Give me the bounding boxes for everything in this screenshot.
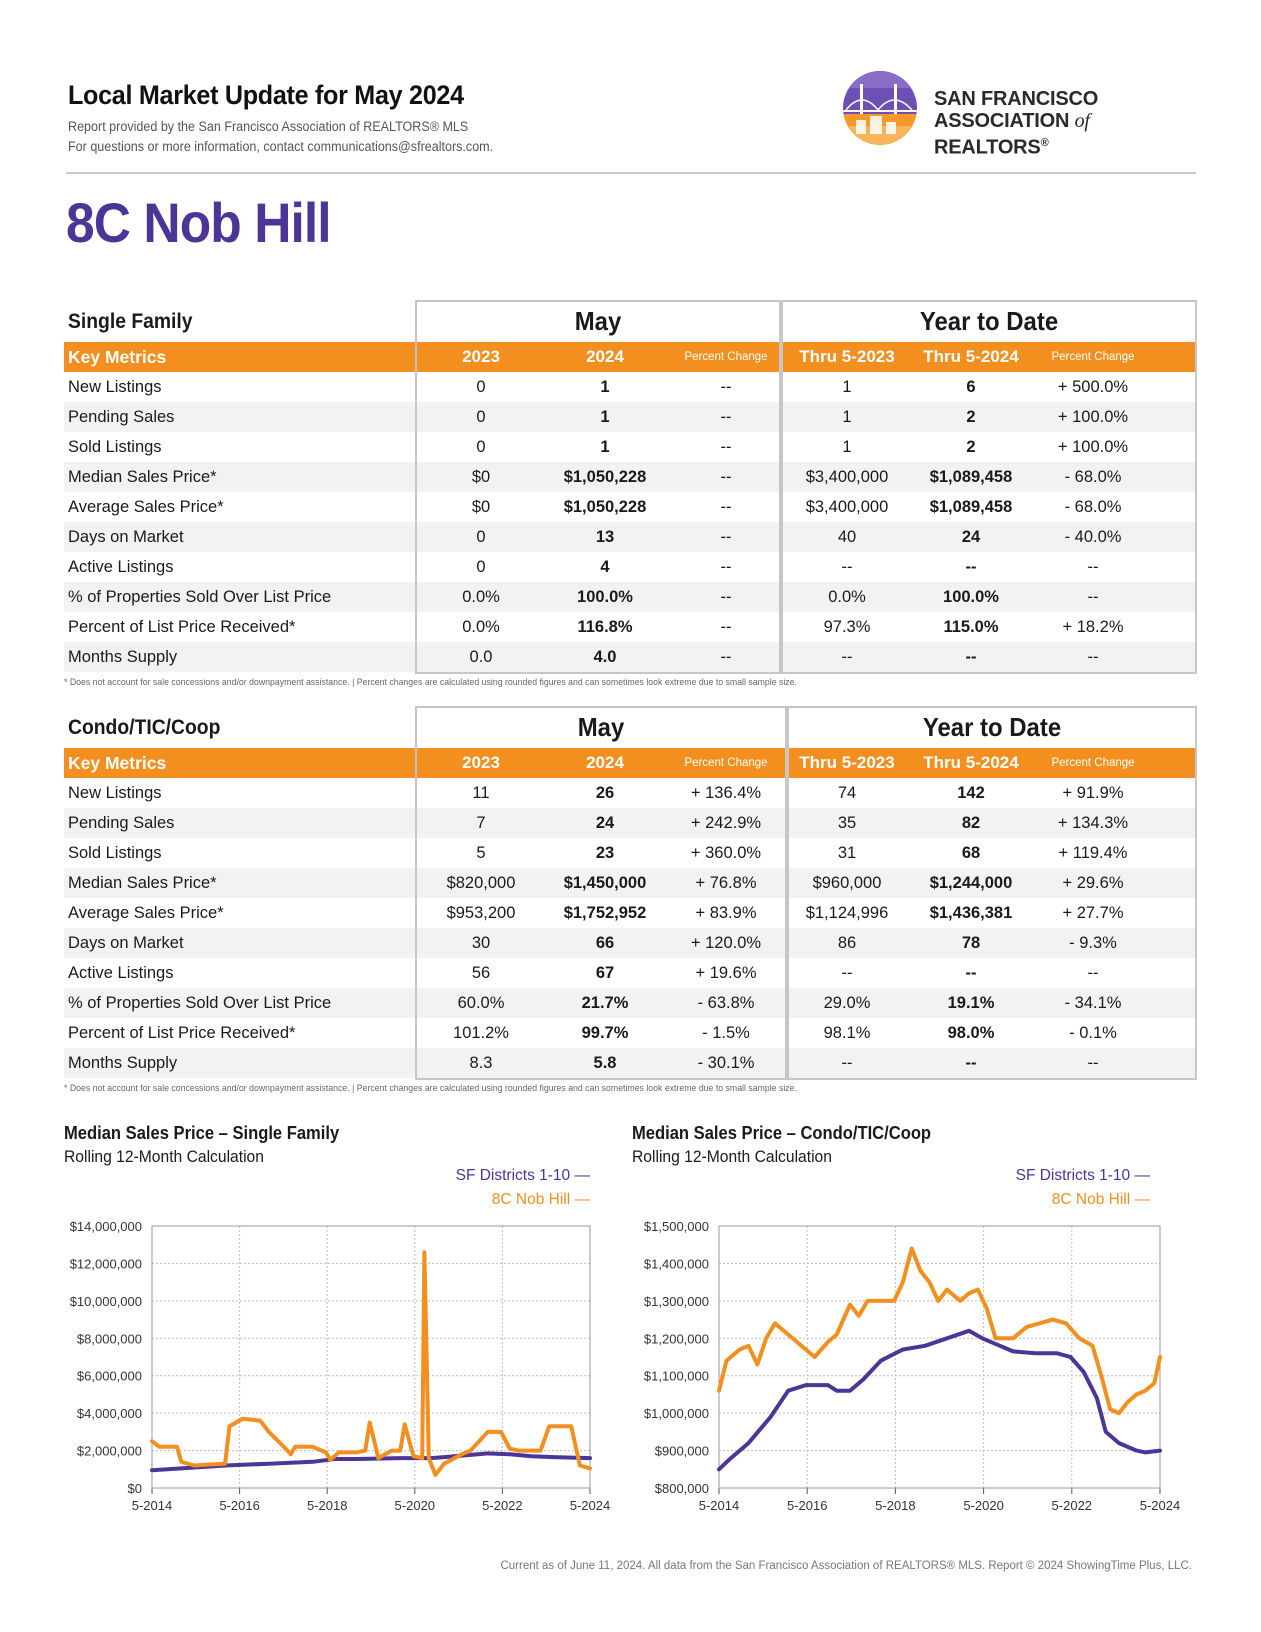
- legend-entry-sf-districts: SF Districts 1-10 —: [1015, 1167, 1150, 1184]
- x-tick-label: 5-2016: [219, 1498, 260, 1510]
- metric-value: $953,200: [446, 903, 516, 922]
- chart-single-family: [64, 1123, 363, 1167]
- metric-value: 24: [595, 813, 615, 832]
- metric-value: 1: [600, 437, 610, 456]
- metric-value: $1,244,000: [929, 873, 1013, 892]
- column-header: Thru 5-2023: [799, 347, 895, 366]
- metric-name: Percent of List Price Received*: [68, 617, 296, 636]
- metric-value: + 119.4%: [1058, 843, 1128, 862]
- column-header: Percent Change: [1051, 757, 1135, 769]
- column-header: 2023: [462, 753, 500, 772]
- x-tick-label: 5-2022: [1051, 1498, 1093, 1510]
- y-tick-label: $4,000,000: [76, 1406, 142, 1422]
- metric-value: 100.0%: [577, 587, 633, 606]
- metric-value: - 40.0%: [1064, 527, 1122, 546]
- metric-value: - 68.0%: [1064, 497, 1122, 516]
- metric-value: + 83.9%: [695, 903, 757, 922]
- y-tick-label: $2,000,000: [76, 1443, 142, 1459]
- column-header: Key Metrics: [68, 346, 167, 367]
- metric-value: 0.0%: [462, 617, 500, 636]
- metric-value: 23: [595, 843, 615, 862]
- series-line-sf-districts: [152, 1453, 590, 1470]
- metric-value: 100.0%: [943, 587, 999, 606]
- metric-name: Sold Listings: [68, 843, 162, 862]
- chart-subtitle: Rolling 12-Month Calculation: [632, 1147, 832, 1166]
- metric-value: 5: [476, 843, 486, 862]
- may-group-box: [415, 300, 781, 674]
- metric-value: --: [965, 557, 977, 576]
- report-title: Local Market Update for May 2024: [68, 80, 464, 110]
- metric-value: + 100.0%: [1057, 407, 1129, 426]
- metric-value: 4: [600, 557, 610, 576]
- metric-value: + 136.4%: [690, 783, 762, 802]
- y-tick-label: $1,500,000: [643, 1219, 709, 1234]
- chart-condo-plot: [620, 1210, 1260, 1510]
- metric-value: 98.0%: [947, 1023, 995, 1042]
- metric-value: 1: [842, 437, 852, 456]
- metric-name: Pending Sales: [68, 407, 175, 426]
- metric-value: $820,000: [446, 873, 516, 892]
- metric-value: + 360.0%: [690, 843, 762, 862]
- legend-entry-sf-districts: SF Districts 1-10 —: [455, 1167, 590, 1184]
- metric-value: --: [1087, 587, 1099, 606]
- metric-value: --: [1087, 647, 1099, 666]
- column-header: 2024: [586, 347, 624, 366]
- metric-value: 78: [961, 933, 981, 952]
- metric-value: 5.8: [593, 1053, 617, 1072]
- metric-value: 40: [837, 527, 857, 546]
- metric-value: + 19.6%: [695, 963, 757, 982]
- metric-value: 0.0%: [462, 587, 500, 606]
- metric-value: --: [720, 497, 732, 516]
- metric-value: --: [841, 557, 853, 576]
- metric-value: --: [720, 407, 732, 426]
- metric-value: $1,124,996: [805, 903, 889, 922]
- metric-name: Days on Market: [68, 933, 184, 952]
- metric-value: + 27.7%: [1062, 903, 1124, 922]
- y-tick-label: $1,200,000: [643, 1331, 709, 1347]
- chart-subtitle: Rolling 12-Month Calculation: [64, 1147, 264, 1166]
- metric-value: 97.3%: [823, 617, 871, 636]
- metric-value: 8.3: [469, 1053, 493, 1072]
- sf-realtors-logo: [838, 70, 1198, 159]
- legend-entry-nob-hill: 8C Nob Hill —: [1051, 1191, 1150, 1208]
- x-tick-label: 5-2022: [482, 1498, 523, 1510]
- y-tick-label: $1,400,000: [643, 1256, 709, 1272]
- single-family-footnote: * Does not account for sale concessions and/or downpayment assistance. | Percent changes are calculated using rounded figures and can sometimes look extreme due to small sample size.: [64, 677, 797, 688]
- metric-value: 7: [476, 813, 486, 832]
- metric-value: 0.0: [469, 647, 493, 666]
- metric-value: + 29.6%: [1062, 873, 1124, 892]
- metric-value: + 100.0%: [1057, 437, 1129, 456]
- metric-value: - 30.1%: [697, 1053, 755, 1072]
- legend-condo: [940, 1164, 1150, 1212]
- column-header: Percent Change: [684, 351, 768, 363]
- metric-name: New Listings: [68, 377, 162, 396]
- metric-value: + 76.8%: [695, 873, 757, 892]
- report-contact-line: For questions or more information, contact communications@sfrealtors.com.: [68, 139, 494, 154]
- metric-value: - 63.8%: [697, 993, 755, 1012]
- may-group-title: May: [577, 712, 625, 742]
- metric-value: + 134.3%: [1057, 813, 1129, 832]
- metric-value: $1,450,000: [563, 873, 647, 892]
- property-type-label: Single Family: [68, 310, 193, 333]
- metric-value: 68: [961, 843, 981, 862]
- metric-value: 24: [961, 527, 981, 546]
- metric-value: + 91.9%: [1062, 783, 1124, 802]
- metric-value: 60.0%: [457, 993, 505, 1012]
- metric-value: 13: [595, 527, 615, 546]
- x-tick-label: 5-2018: [306, 1498, 348, 1510]
- property-type-label: Condo/TIC/Coop: [68, 716, 221, 739]
- metric-value: 26: [595, 783, 615, 802]
- metric-value: 4.0: [593, 647, 617, 666]
- y-tick-label: $1,300,000: [643, 1293, 709, 1309]
- metric-value: - 68.0%: [1064, 467, 1122, 486]
- y-tick-label: $1,100,000: [643, 1368, 709, 1384]
- metric-value: --: [841, 963, 853, 982]
- column-header: Percent Change: [684, 757, 768, 769]
- metric-name: Sold Listings: [68, 437, 162, 456]
- may-group-title: May: [574, 306, 622, 336]
- metric-value: 86: [837, 933, 857, 952]
- y-tick-label: $6,000,000: [76, 1368, 142, 1384]
- ytd-group-box: [781, 300, 1197, 674]
- metric-value: 0: [476, 557, 486, 576]
- y-tick-label: $0: [127, 1481, 142, 1496]
- metric-value: 99.7%: [581, 1023, 629, 1042]
- logo-line-2: ASSOCIATION of REALTORS®: [934, 110, 1090, 159]
- legend-entry-nob-hill: 8C Nob Hill —: [491, 1191, 590, 1208]
- chart-single-family-plot: [0, 1210, 620, 1510]
- column-header: 2024: [586, 753, 624, 772]
- metric-value: 67: [595, 963, 615, 982]
- metric-value: $1,050,228: [563, 467, 647, 486]
- metric-value: --: [1087, 1053, 1099, 1072]
- metric-name: % of Properties Sold Over List Price: [68, 993, 332, 1012]
- y-tick-label: $10,000,000: [69, 1293, 142, 1309]
- metric-value: 1: [842, 377, 852, 396]
- chart-title: Median Sales Price – Single Family: [64, 1123, 340, 1143]
- y-tick-label: $800,000: [654, 1481, 709, 1496]
- metric-value: --: [965, 647, 977, 666]
- metric-value: 21.7%: [581, 993, 629, 1012]
- metric-value: --: [1087, 557, 1099, 576]
- x-tick-label: 5-2020: [394, 1498, 436, 1510]
- metric-value: + 120.0%: [690, 933, 762, 952]
- x-tick-label: 5-2016: [786, 1498, 828, 1510]
- logo-wordmark: [934, 88, 1198, 159]
- metric-value: $1,089,458: [929, 497, 1013, 516]
- ytd-group-title: Year to Date: [919, 306, 1059, 336]
- metric-value: $1,050,228: [563, 497, 647, 516]
- y-tick-label: $8,000,000: [76, 1331, 142, 1347]
- metric-value: --: [720, 587, 732, 606]
- metric-value: 66: [595, 933, 615, 952]
- column-header: Thru 5-2023: [799, 753, 895, 772]
- metric-value: 0.0%: [828, 587, 866, 606]
- metric-value: - 34.1%: [1064, 993, 1122, 1012]
- metric-value: 2: [966, 437, 976, 456]
- metric-name: Active Listings: [68, 963, 174, 982]
- metric-value: 29.0%: [823, 993, 871, 1012]
- metric-value: --: [1087, 963, 1099, 982]
- series-line-nob-hill: [152, 1252, 590, 1475]
- metric-value: 2: [966, 407, 976, 426]
- condo-footnote: * Does not account for sale concessions and/or downpayment assistance. | Percent changes are calculated using rounded figures and can sometimes look extreme due to small sample size.: [64, 1083, 797, 1094]
- y-tick-label: $14,000,000: [69, 1219, 142, 1234]
- may-group-box: [415, 706, 787, 1080]
- metric-value: - 9.3%: [1069, 933, 1117, 952]
- metric-name: Average Sales Price*: [68, 497, 224, 516]
- y-tick-label: $900,000: [654, 1443, 709, 1459]
- metric-value: $3,400,000: [805, 467, 889, 486]
- metric-name: Average Sales Price*: [68, 903, 224, 922]
- y-tick-label: $1,000,000: [643, 1406, 709, 1422]
- ytd-group-title: Year to Date: [922, 712, 1062, 742]
- metric-value: 0: [476, 377, 486, 396]
- metric-value: 35: [837, 813, 857, 832]
- metric-value: 74: [837, 783, 857, 802]
- metric-value: 30: [471, 933, 491, 952]
- metric-name: Percent of List Price Received*: [68, 1023, 296, 1042]
- column-header: Thru 5-2024: [923, 753, 1019, 772]
- metric-value: 6: [966, 377, 976, 396]
- area-title: 8C Nob Hill: [66, 191, 331, 254]
- x-tick-label: 5-2024: [569, 1498, 611, 1510]
- metric-value: $0: [471, 467, 491, 486]
- report-footer: Current as of June 11, 2024. All data from the San Francisco Association of REALTORS® MLS. Report © 2024 ShowingTime Plus, LLC.: [500, 1560, 1192, 1572]
- metric-value: $1,752,952: [563, 903, 647, 922]
- single-family-table: [64, 300, 1197, 672]
- metric-value: 31: [837, 843, 857, 862]
- column-header: Thru 5-2024: [923, 347, 1019, 366]
- metric-value: 56: [471, 963, 491, 982]
- metric-value: 1: [600, 377, 610, 396]
- metric-value: + 500.0%: [1057, 377, 1129, 396]
- metric-name: Pending Sales: [68, 813, 175, 832]
- metric-value: $1,089,458: [929, 467, 1013, 486]
- metric-name: % of Properties Sold Over List Price: [68, 587, 332, 606]
- chart-title: Median Sales Price – Condo/TIC/Coop: [632, 1123, 932, 1143]
- metric-value: 116.8%: [577, 617, 633, 636]
- metric-value: --: [720, 617, 732, 636]
- column-header: 2023: [462, 347, 500, 366]
- metric-name: Median Sales Price*: [68, 467, 217, 486]
- metric-value: - 0.1%: [1069, 1023, 1117, 1042]
- metric-value: --: [720, 467, 732, 486]
- metric-value: 142: [957, 783, 985, 802]
- metric-value: - 1.5%: [702, 1023, 750, 1042]
- column-header: Key Metrics: [68, 752, 167, 773]
- metric-value: 0: [476, 407, 486, 426]
- metric-name: Days on Market: [68, 527, 184, 546]
- metric-value: 0: [476, 437, 486, 456]
- x-tick-label: 5-2014: [131, 1498, 173, 1510]
- chart-condo: [632, 1123, 957, 1167]
- metric-value: --: [841, 647, 853, 666]
- metric-value: $3,400,000: [805, 497, 889, 516]
- metric-value: $0: [471, 497, 491, 516]
- metric-value: 0: [476, 527, 486, 546]
- metric-value: $1,436,381: [929, 903, 1013, 922]
- metric-value: --: [720, 437, 732, 456]
- report-provider-line: Report provided by the San Francisco Association of REALTORS® MLS: [68, 119, 469, 134]
- ytd-group-box: [787, 706, 1197, 1080]
- metric-name: Months Supply: [68, 1053, 178, 1072]
- metric-value: --: [720, 647, 732, 666]
- metric-value: 98.1%: [823, 1023, 871, 1042]
- condo-table: [64, 706, 1197, 1078]
- metric-value: 1: [842, 407, 852, 426]
- metric-value: 115.0%: [943, 617, 999, 636]
- x-tick-label: 5-2020: [963, 1498, 1004, 1510]
- metric-value: + 18.2%: [1062, 617, 1124, 636]
- x-tick-label: 5-2014: [698, 1498, 740, 1510]
- legend-single-family: [380, 1164, 590, 1212]
- metric-value: 19.1%: [947, 993, 995, 1012]
- header-divider: [66, 172, 1196, 174]
- metric-value: + 242.9%: [690, 813, 762, 832]
- metric-value: 1: [600, 407, 610, 426]
- metric-value: --: [720, 557, 732, 576]
- metric-value: $960,000: [812, 873, 882, 892]
- x-tick-label: 5-2018: [875, 1498, 916, 1510]
- column-header: Percent Change: [1051, 351, 1135, 363]
- metric-name: Months Supply: [68, 647, 178, 666]
- metric-value: --: [720, 377, 732, 396]
- x-tick-label: 5-2024: [1139, 1498, 1181, 1510]
- metric-value: --: [720, 527, 732, 546]
- metric-value: 11: [472, 783, 490, 802]
- metric-value: 101.2%: [453, 1023, 509, 1042]
- metric-value: --: [841, 1053, 853, 1072]
- metric-name: Active Listings: [68, 557, 174, 576]
- metric-value: 82: [961, 813, 981, 832]
- metric-name: New Listings: [68, 783, 162, 802]
- metric-value: --: [965, 963, 977, 982]
- y-tick-label: $12,000,000: [69, 1256, 142, 1272]
- metric-value: --: [965, 1053, 977, 1072]
- metric-name: Median Sales Price*: [68, 873, 217, 892]
- logo-line-1: SAN FRANCISCO: [934, 88, 1099, 110]
- golden-gate-logo-icon: [838, 70, 922, 150]
